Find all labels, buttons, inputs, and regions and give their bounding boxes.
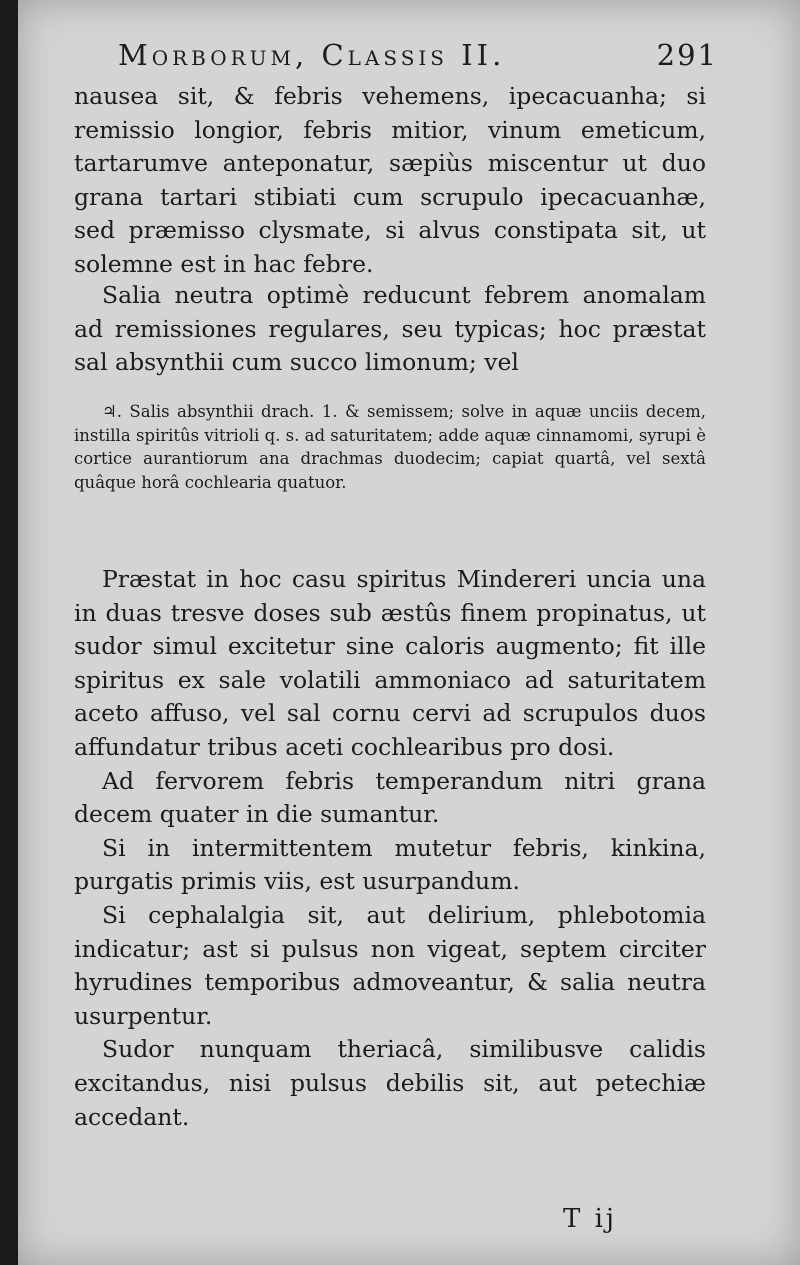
paragraph: Ad fervorem febris temperandum nitri grana decem quater in die sumantur. xyxy=(74,766,706,829)
paragraph: Si in intermittentem mutetur febris, kinkina, purgatis primis viis, est usurpandum. xyxy=(74,833,706,896)
text-block-salia xyxy=(74,279,706,380)
paragraph: Si cephalalgia sit, aut delirium, phlebotomia indicatur; ast si pulsus non vigeat, septem circiter hyrudines temporibus admoveantur, & salia neutra usurpentur. xyxy=(74,900,706,1030)
paragraph: Præstat in hoc casu spiritus Mindereri uncia una in duas tresve doses sub æstûs finem propinatus, ut sudor simul excitetur sine caloris augmento; fit ille spiritus ex sale volatili ammoniaco ad saturitatem aceto affuso, vel sal cornu cervi ad scrupulos duos affundatur tribus aceti cochlearibus pro dosi. xyxy=(74,565,706,761)
paragraph: Salia neutra optimè reducunt febrem anomalam ad remissiones regulares, seu typicas; hoc præstat sal absynthii cum succo limonum; vel xyxy=(74,281,706,377)
page-number: 291 xyxy=(656,38,718,72)
paragraph: nausea sit, & febris vehemens, ipecacuanha; si remissio longior, febris mitior, vinum emeticum, tartarumve anteponatur, sæpiùs miscentur ut duo grana tartari stibiati cum scrupulo ipecacuanhæ, sed præmisso clysmate, si alvus constipata sit, ut solemne est in hac febre. xyxy=(74,82,706,278)
running-title: Morborum, Classis II. xyxy=(118,38,506,72)
text-block-main xyxy=(74,563,706,1134)
running-header xyxy=(118,38,718,72)
text-block-top xyxy=(74,80,706,282)
paragraph: Sudor nunquam theriacâ, similibusve calidis excitandus, nisi pulsus debilis sit, aut petechiæ accedant. xyxy=(74,1035,706,1131)
prescription-block: ♃. Salis absynthii drach. 1. & semissem; solve in aquæ unciis decem, instilla spiritûs vitrioli q. s. ad saturitatem; adde aquæ cinnamomi, syrupi è cortice aurantiorum ana drachmas duodecim; capiat quartâ, vel sextâ quâque horâ cochlearia quatuor. xyxy=(74,402,706,492)
signature-mark: T ij xyxy=(563,1204,617,1234)
book-page xyxy=(18,0,800,1265)
